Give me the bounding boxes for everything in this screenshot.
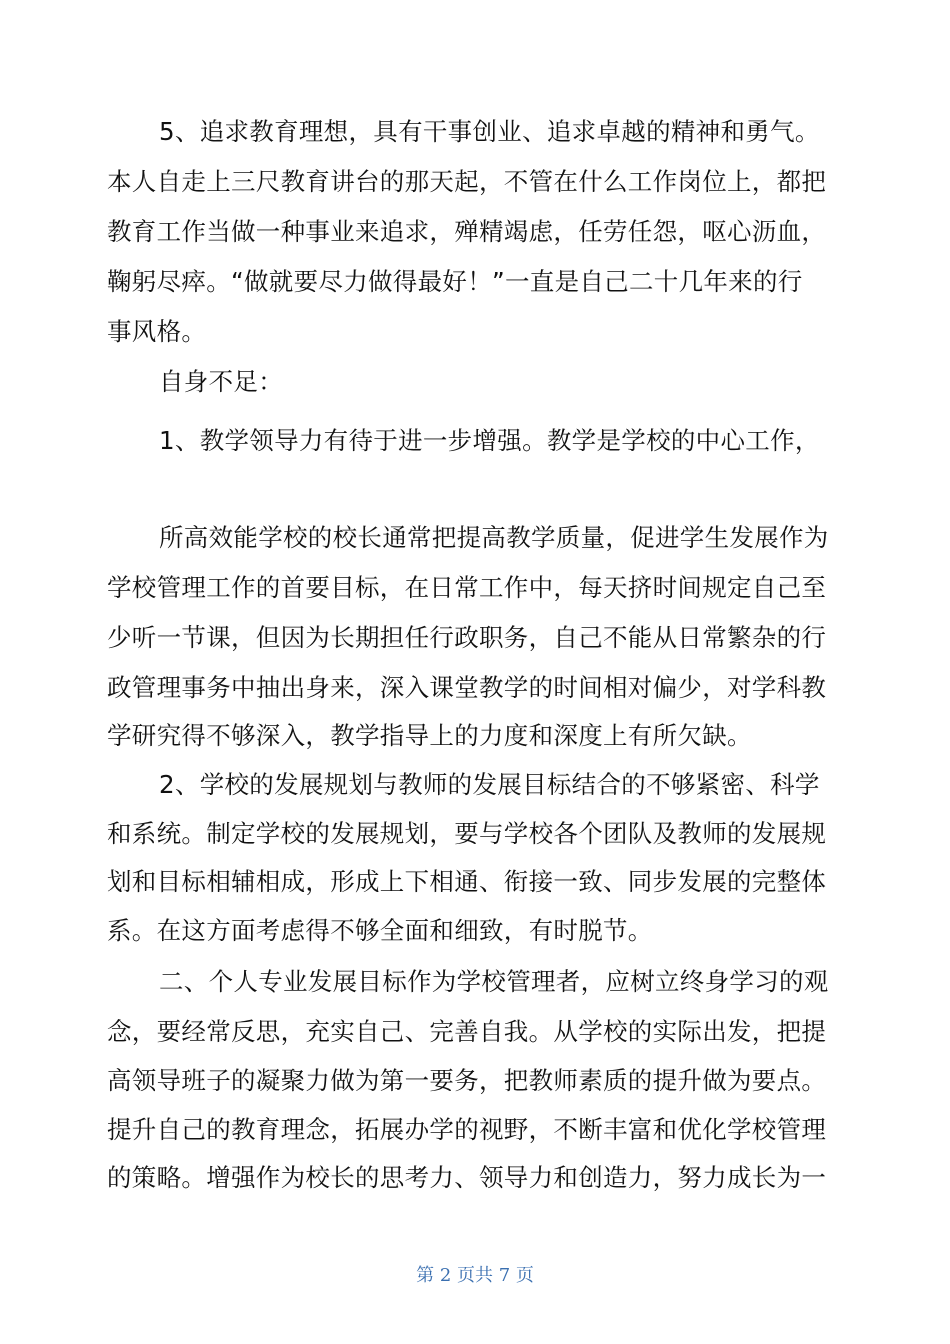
paragraph-line: 5、追求教育理想，具有干事创业、追求卓越的精神和勇气。 xyxy=(159,117,820,146)
paragraph-line: 的策略。增强作为校长的思考力、领导力和创造力，努力成长为一 xyxy=(107,1163,827,1192)
paragraph-line: 提升自己的教育理念，拓展办学的视野，不断丰富和优化学校管理 xyxy=(107,1115,827,1144)
paragraph-line: 教育工作当做一种事业来追求，殚精竭虑，任劳任怨，呕心沥血， xyxy=(107,217,827,246)
paragraph-line: 2、学校的发展规划与教师的发展目标结合的不够紧密、科学 xyxy=(159,770,820,799)
paragraph-line: 鞠躬尽瘁。“做就要尽力做得最好！”一直是自己二十几年来的行 xyxy=(107,267,803,296)
section-heading: 自身不足： xyxy=(159,367,283,396)
paragraph-line: 和系统。制定学校的发展规划，要与学校各个团队及教师的发展规 xyxy=(107,819,827,848)
paragraph-line: 少听一节课，但因为长期担任行政职务，自己不能从日常繁杂的行 xyxy=(107,623,827,652)
paragraph-line: 学校管理工作的首要目标，在日常工作中，每天挤时间规定自己至 xyxy=(107,573,827,602)
paragraph-line: 系。在这方面考虑得不够全面和细致，有时脱节。 xyxy=(107,916,653,945)
paragraph-line: 高领导班子的凝聚力做为第一要务，把教师素质的提升做为要点。 xyxy=(107,1066,827,1095)
paragraph-line: 1、教学领导力有待于进一步增强。教学是学校的中心工作， xyxy=(159,426,820,455)
paragraph-line: 二、个人专业发展目标作为学校管理者，应树立终身学习的观 xyxy=(159,967,829,996)
paragraph-line: 政管理事务中抽出身来，深入课堂教学的时间相对偏少，对学科教 xyxy=(107,673,827,702)
paragraph-line: 划和目标相辅相成，形成上下相通、衔接一致、同步发展的完整体 xyxy=(107,867,827,896)
paragraph-line: 本人自走上三尺教育讲台的那天起，不管在什么工作岗位上，都把 xyxy=(107,167,827,196)
page-number-footer: 第 2 页共 7 页 xyxy=(416,1265,534,1286)
paragraph-line: 念，要经常反思，充实自己、完善自我。从学校的实际出发，把提 xyxy=(107,1017,827,1046)
paragraph-line: 学研究得不够深入，教学指导上的力度和深度上有所欠缺。 xyxy=(107,721,752,750)
paragraph-line: 所高效能学校的校长通常把提高教学质量，促进学生发展作为 xyxy=(159,523,829,552)
paragraph-line: 事风格。 xyxy=(107,317,207,346)
